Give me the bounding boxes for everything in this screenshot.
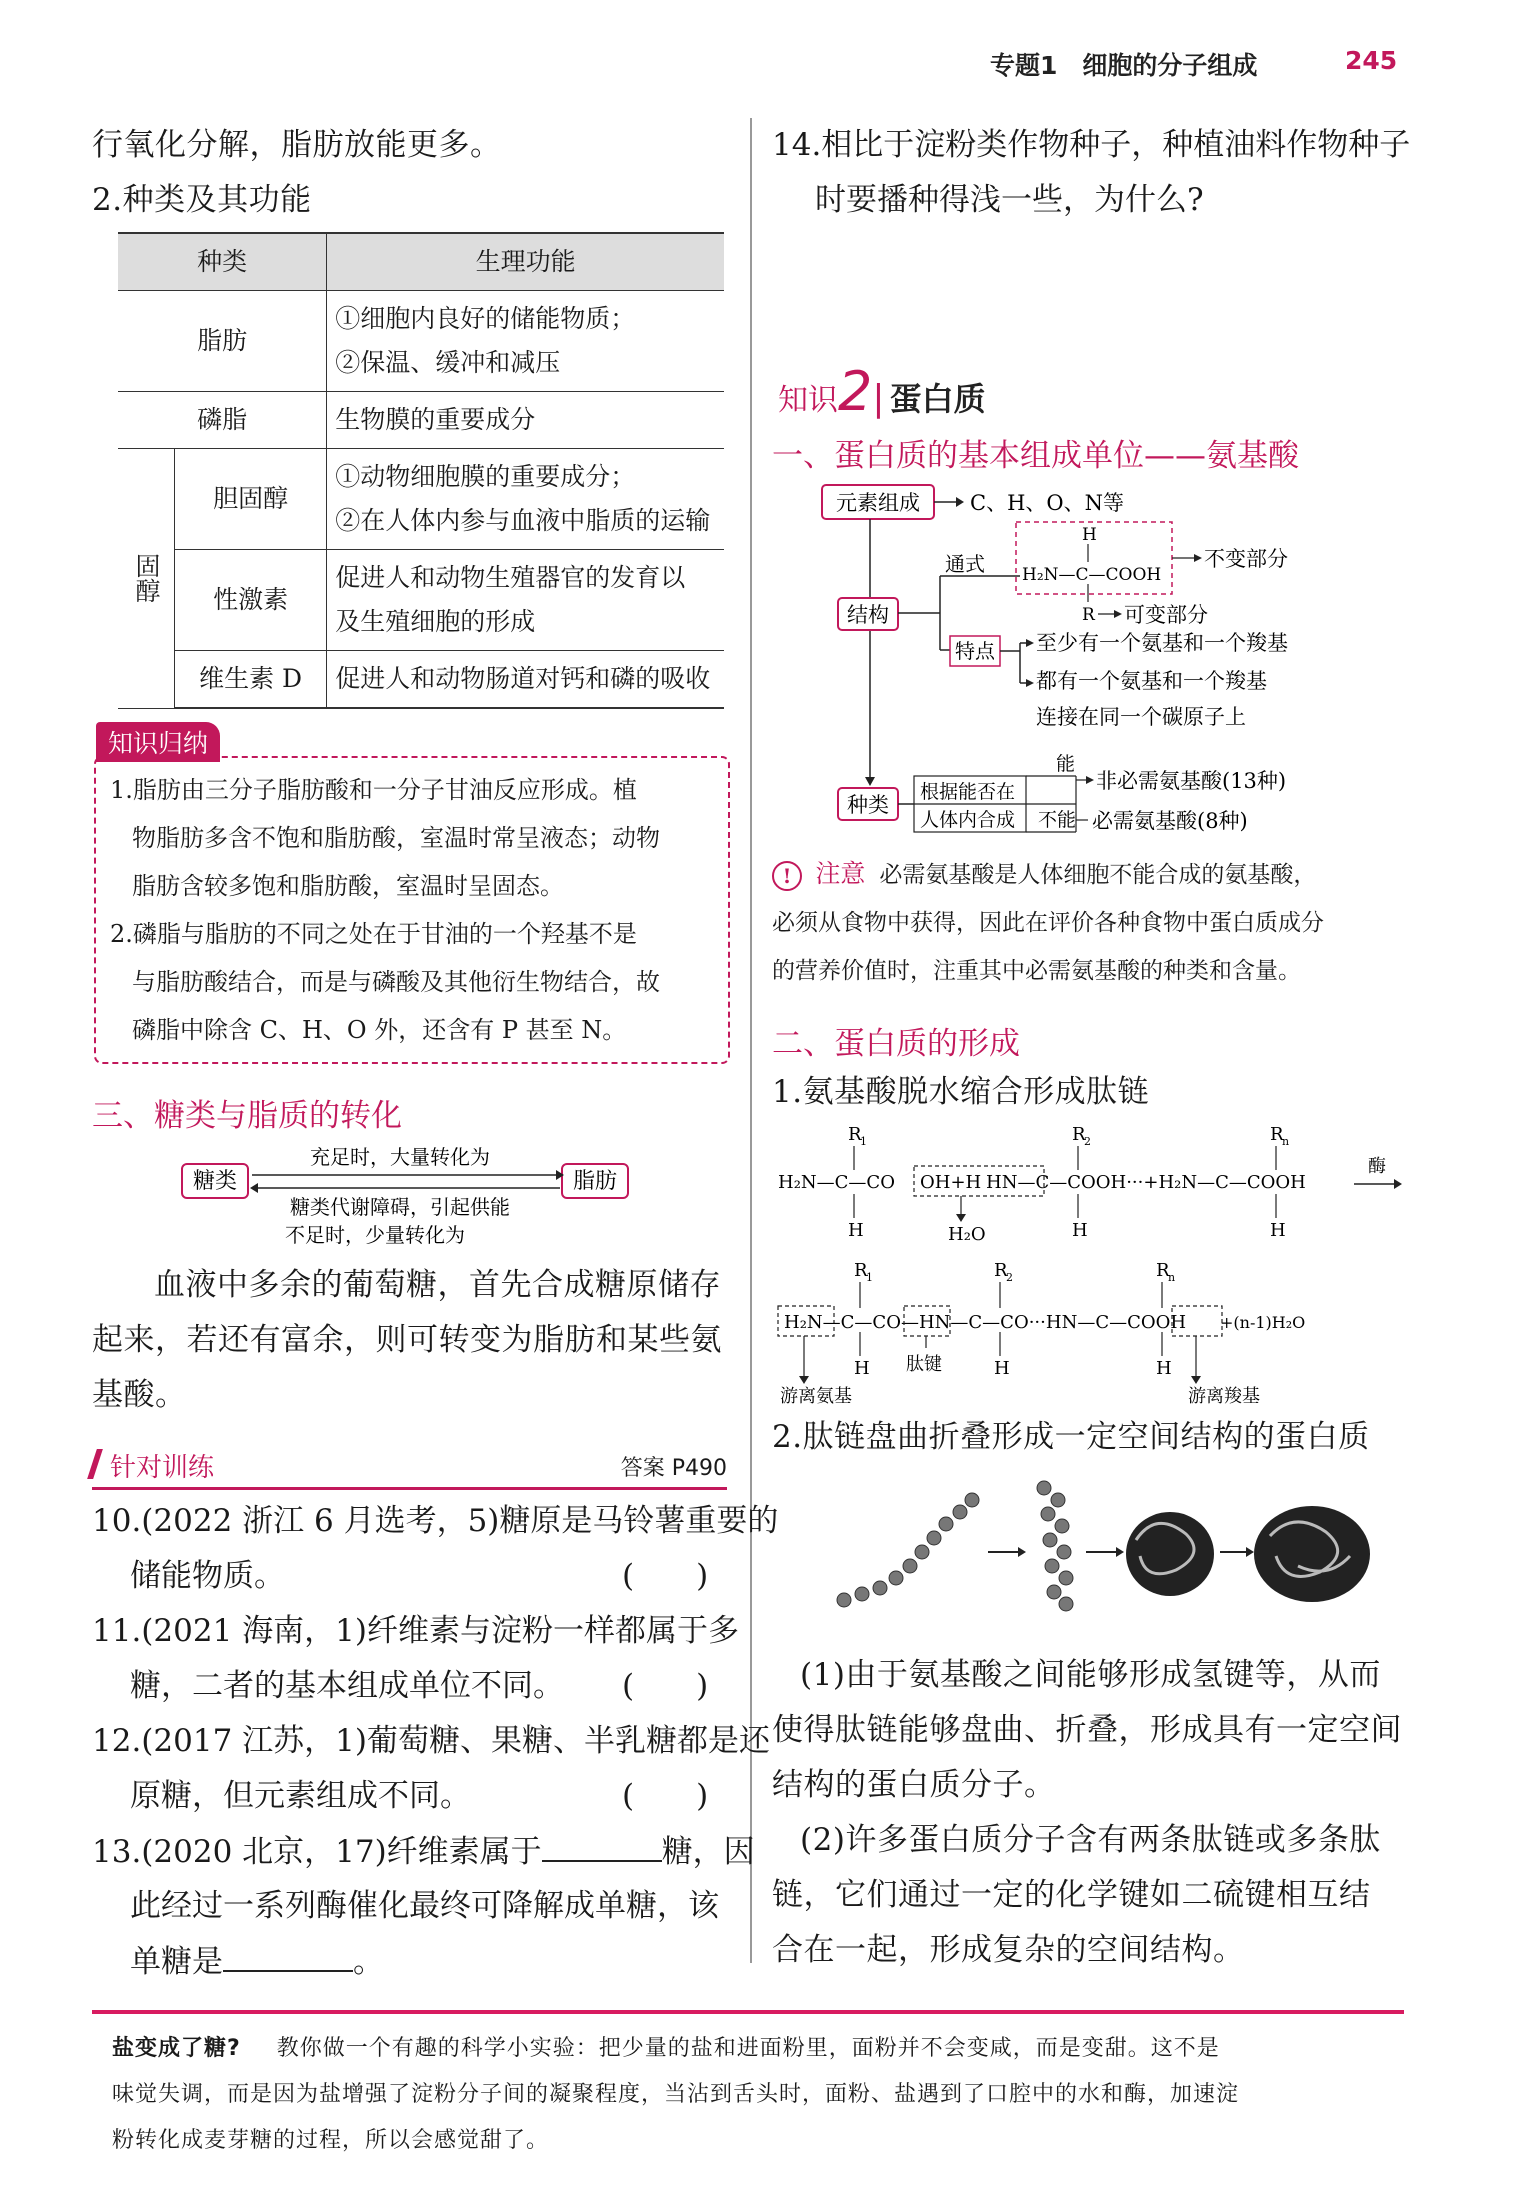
feature-label: 特点: [955, 639, 995, 663]
section-heading-protein-formation: 二、蛋白质的形成: [772, 1026, 1020, 1062]
row-cholesterol: 胆固醇: [175, 449, 327, 550]
paragraph-glucose-3: 基酸。: [92, 1377, 187, 1413]
table-head-function: 生理功能: [327, 233, 724, 291]
question-11-line2: 糖，二者的基本组成单位不同。: [130, 1668, 564, 1704]
feature-3: 连接在同一个碳原子上: [1036, 705, 1246, 729]
svg-text:1: 1: [866, 1271, 873, 1284]
cannot-label: 不能: [1038, 809, 1077, 831]
question-14-line2: 时要播种得浅一些，为什么?: [815, 182, 1204, 218]
cholesterol-function: ①动物细胞膜的重要成分； ②在人体内参与血液中脂质的运输: [327, 449, 724, 550]
svg-text:1: 1: [860, 1135, 867, 1148]
fat-function: ①细胞内良好的储能物质； ②保温、缓冲和减压: [327, 291, 724, 392]
question-12-line1: 12.(2017 江苏，1)葡萄糖、果糖、半乳糖都是还: [92, 1723, 770, 1759]
question-10-line2: 储能物质。: [130, 1558, 285, 1594]
continued-text: 行氧化分解，脂肪放能更多。: [92, 127, 502, 163]
elements-label: 元素组成: [836, 491, 920, 515]
water-label: H₂O: [948, 1224, 986, 1245]
footer-rule: [92, 2010, 1404, 2014]
para-1-line1: (1)由于氨基酸之间能够形成氢键等，从而: [800, 1657, 1381, 1693]
svg-text:R: R: [848, 1124, 862, 1145]
question-11-line1: 11.(2021 海南，1)纤维素与淀粉一样都属于多: [92, 1613, 739, 1649]
svg-text:2: 2: [1006, 1271, 1013, 1284]
section-heading-conversion: 三、糖类与脂质的转化: [92, 1098, 402, 1134]
para-2-line2: 链，它们通过一定的化学键如二硫键相互结: [772, 1877, 1371, 1913]
peptide-bond-label: 肽键: [906, 1354, 942, 1375]
question-12-answer-blank[interactable]: ( ): [622, 1778, 709, 1814]
row-sex-hormone: 性激素: [175, 550, 327, 651]
structure-label: 结构: [847, 603, 889, 627]
chapter-title: 专题1 细胞的分子组成: [990, 51, 1258, 80]
sugar-label: 糖类: [192, 1169, 238, 1194]
note-label: 注意: [815, 859, 866, 888]
sugar-fat-conversion-diagram: [170, 1140, 650, 1250]
peptide-chain-straight: [837, 1493, 979, 1607]
footer-fun-fact: [112, 2026, 1392, 2164]
note-line-3: 的营养价值时，注重其中必需氨基酸的种类和含量。: [772, 958, 1301, 984]
conversion-top-label: 充足时，大量转化为: [310, 1145, 490, 1169]
svg-text:H: H: [1156, 1358, 1172, 1379]
pen-icon: [87, 1449, 103, 1479]
note-block: [772, 850, 1412, 995]
para-2-line3: 合在一起，形成复杂的空间结构。: [772, 1932, 1245, 1968]
formula-h: H: [1082, 525, 1097, 545]
folded-protein: [1126, 1512, 1214, 1596]
protein-folding-illustration: [830, 1470, 1390, 1620]
criteria-1: 根据能否在: [920, 781, 1016, 803]
sex-hormone-function: 促进人和动物生殖器官的发育以 及生殖细胞的形成: [327, 550, 724, 651]
essential-label: 必需氨基酸(8种): [1092, 809, 1248, 833]
knowledge-summary-tag: 知识归纳: [96, 722, 220, 762]
note-line-1: 必需氨基酸是人体细胞不能合成的氨基酸，: [879, 862, 1317, 888]
svg-text:OH+H: OH+H: [920, 1172, 982, 1193]
fat-label: 脂肪: [572, 1169, 618, 1194]
protein-complex: [1254, 1506, 1370, 1602]
svg-text:R: R: [994, 1260, 1008, 1281]
para-1-line2: 使得肽链能够盘曲、折叠，形成具有一定空间: [772, 1712, 1402, 1748]
lipid-table: [118, 232, 724, 709]
para-2-line1: (2)许多蛋白质分子含有两条肽链或多条肽: [800, 1822, 1381, 1858]
step-1-heading: 1.氨基酸脱水缩合形成肽链: [772, 1074, 1150, 1110]
feature-1: 至少有一个氨基和一个羧基: [1036, 631, 1288, 655]
svg-text:n: n: [1168, 1271, 1176, 1284]
formula-h2n: H₂N—C—COOH: [1022, 565, 1162, 585]
question-11-answer-blank[interactable]: ( ): [622, 1668, 709, 1704]
footer-line-3: 粉转化成麦芽糖的过程，所以会感觉甜了。: [112, 2128, 550, 2153]
vitamin-d-function: 促进人和动物肠道对钙和磷的吸收: [327, 651, 724, 709]
amino-acid-concept-map: [820, 480, 1420, 840]
page-number: 245: [1345, 46, 1398, 75]
footer-line-1: 教你做一个有趣的科学小实验：把少量的盐和进面粉里，面粉并不会变咸，而是变甜。这不是: [276, 2036, 1220, 2061]
variable-label: 可变部分: [1124, 603, 1208, 627]
svg-text:H: H: [848, 1220, 864, 1241]
question-13-blank-1[interactable]: [542, 1824, 662, 1862]
free-carboxyl-label: 游离羧基: [1188, 1386, 1260, 1407]
phospholipid-function: 生物膜的重要成分: [327, 392, 724, 449]
knowledge-2-heading: 知识2| 蛋白质: [778, 360, 986, 423]
training-bar: [92, 1445, 727, 1490]
svg-text:R: R: [854, 1260, 868, 1281]
general-formula-label: 通式: [945, 552, 985, 576]
question-13-line2: 此经过一系列酶催化最终可降解成单糖，该: [130, 1888, 719, 1924]
svg-text:n: n: [1282, 1135, 1290, 1148]
conversion-bottom-label-2: 不足时，少量转化为: [285, 1223, 465, 1247]
question-14-line1: 14.相比于淀粉类作物种子，种植油料作物种子: [772, 127, 1411, 163]
elements-value: C、H、O、N等: [970, 491, 1124, 515]
nonessential-label: 非必需氨基酸(13种): [1096, 769, 1287, 793]
svg-text:H: H: [994, 1358, 1010, 1379]
unchanged-label: 不变部分: [1204, 547, 1288, 571]
row-vitamin-d: 维生素 D: [175, 651, 327, 709]
training-title: 针对训练: [110, 1453, 215, 1483]
svg-text:H: H: [1270, 1220, 1286, 1241]
section-heading-amino-acid: 一、蛋白质的基本组成单位——氨基酸: [772, 438, 1299, 474]
column-divider: [750, 118, 752, 1963]
table-head-kind: 种类: [118, 233, 327, 291]
svg-text:H₂N—C—CO: H₂N—C—CO: [778, 1172, 895, 1193]
row-sterol: 固醇: [118, 449, 175, 709]
question-10-line1: 10.(2022 浙江 6 月选考，5)糖原是马铃薯重要的: [92, 1503, 779, 1539]
peptide-reaction-diagram: [776, 1118, 1416, 1408]
formula-r: R: [1082, 605, 1095, 625]
section-heading-kinds: 2.种类及其功能: [92, 182, 312, 218]
svg-text:H: H: [1072, 1220, 1088, 1241]
svg-text:2: 2: [1084, 1135, 1091, 1148]
question-13-blank-2[interactable]: [223, 1934, 353, 1972]
svg-text:R: R: [1072, 1124, 1086, 1145]
footer-line-2: 味觉失调，而是因为盐增强了淀粉分子间的凝聚程度，当沾到舌头时，面粉、盐遇到了口腔中的水和酶，加速淀: [112, 2082, 1240, 2107]
question-13-line1: 13.(2020 北京，17)纤维素属于 糖，因: [92, 1824, 755, 1880]
step-2-heading: 2.肽链盘曲折叠形成一定空间结构的蛋白质: [772, 1419, 1370, 1455]
criteria-2: 人体内合成: [920, 809, 1016, 831]
svg-text:R: R: [1156, 1260, 1170, 1281]
n-water-label: +(n-1)H₂O: [1220, 1313, 1306, 1332]
warning-icon: !: [772, 861, 802, 891]
paragraph-glucose: 血液中多余的葡萄糖，首先合成糖原储存: [154, 1267, 721, 1303]
paragraph-glucose-2: 起来，若还有富余，则可转变为脂肪和某些氨: [92, 1322, 722, 1358]
feature-2: 都有一个氨基和一个羧基: [1036, 669, 1267, 693]
peptide-chain-coiled: [1037, 1481, 1073, 1611]
question-13-line3: 单糖是 。: [130, 1934, 384, 1990]
row-fat: 脂肪: [118, 291, 327, 392]
para-1-line3: 结构的蛋白质分子。: [772, 1767, 1056, 1803]
enzyme-label: 酶: [1368, 1156, 1386, 1177]
svg-text:H: H: [854, 1358, 870, 1379]
can-label: 能: [1056, 753, 1076, 775]
row-phospholipid: 磷脂: [118, 392, 327, 449]
footer-title: 盐变成了糖?: [112, 2036, 241, 2061]
question-10-answer-blank[interactable]: ( ): [622, 1558, 709, 1594]
svg-text:H₂N—C—CO—HN—C—CO···HN—C—COOH: H₂N—C—CO—HN—C—CO···HN—C—COOH: [784, 1312, 1187, 1333]
answer-ref: 答案 P490: [620, 1456, 727, 1481]
free-amino-label: 游离氨基: [780, 1386, 852, 1407]
kinds-label: 种类: [847, 793, 889, 817]
knowledge-summary-box: 1.脂肪由三分子脂肪酸和一分子甘油反应形成。植 物脂肪多含不饱和脂肪酸，室温时常呈液态；动物 脂肪含较多饱和脂肪酸，室温时呈固态。 2.磷脂与脂肪的不同之处在于甘油的一个羟基不是 与脂肪酸结合，而是与磷酸及其他衍生物结合，故 磷脂中除含 C、H、O 外，还含有 P 甚至 N。: [94, 756, 730, 1064]
conversion-bottom-label-1: 糖类代谢障碍，引起供能: [290, 1195, 510, 1219]
svg-text:R: R: [1270, 1124, 1284, 1145]
note-line-2: 必须从食物中获得，因此在评价各种食物中蛋白质成分: [772, 910, 1324, 936]
svg-text:HN—C—COOH···+H₂N—C—COOH: HN—C—COOH···+H₂N—C—COOH: [986, 1172, 1306, 1193]
question-12-line2: 原糖，但元素组成不同。: [130, 1778, 471, 1814]
